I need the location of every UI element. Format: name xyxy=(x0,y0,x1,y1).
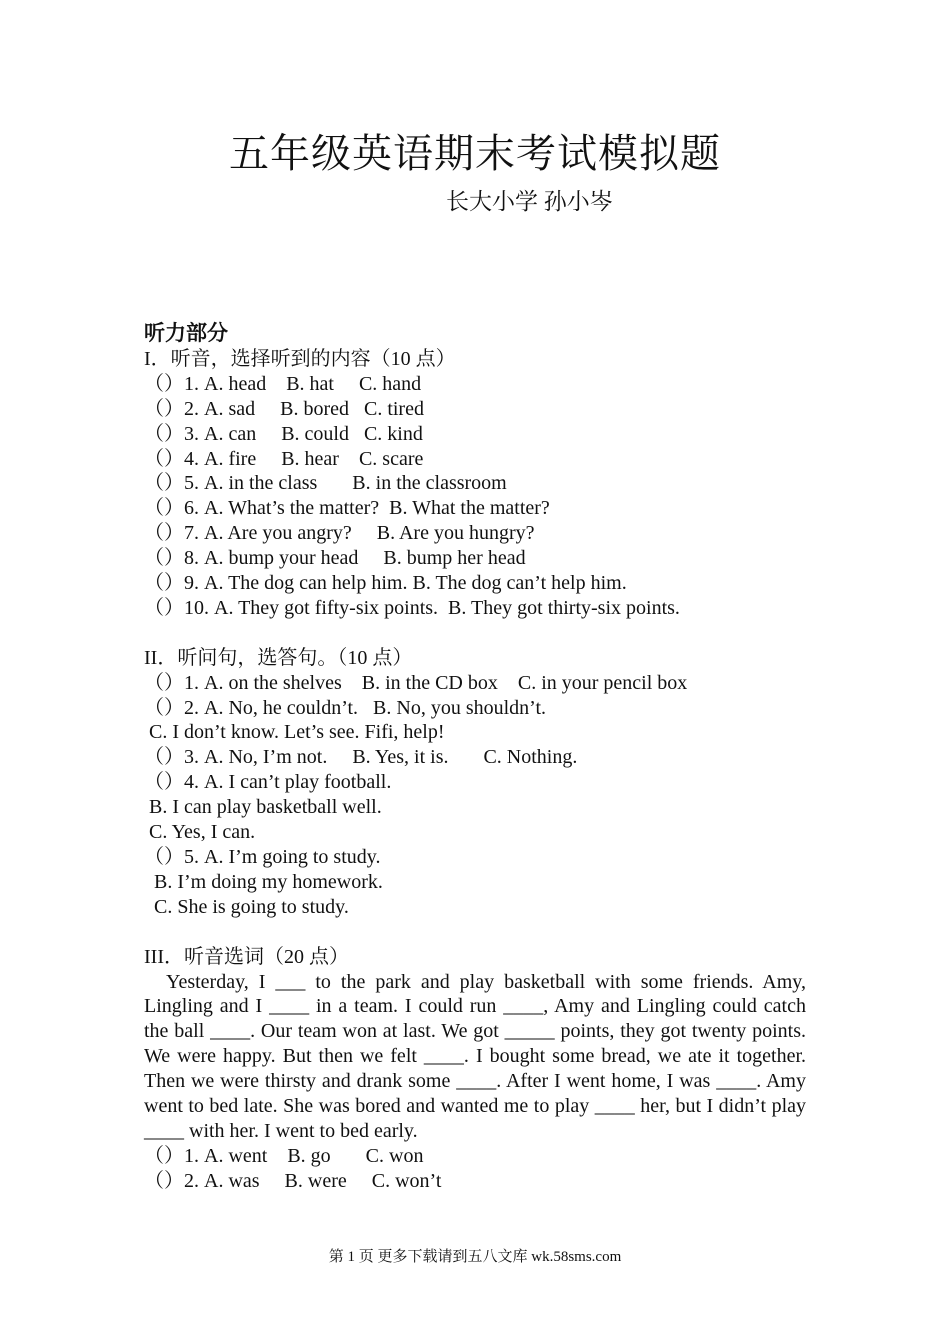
section-3-heading: III．听音选词（20 点） xyxy=(144,945,349,968)
part-title: 听力部分 xyxy=(144,321,228,345)
question-line: （）1. A. head B. hat C. hand xyxy=(144,372,422,395)
question-line: （）1. A. went B. go C. won xyxy=(144,1144,424,1167)
question-line: （）8. A. bump your head B. bump her head xyxy=(144,547,526,570)
question-line: （）10. A. They got fifty-six points. B. They got thirty-six points. xyxy=(144,596,680,619)
section-1 xyxy=(144,347,806,621)
section-3 xyxy=(144,945,806,1194)
question-line: （）3. A. No, I’m not. B. Yes, it is. C. Nothing. xyxy=(144,746,578,769)
question-line: （）6. A. What’s the matter? B. What the matter? xyxy=(144,497,550,520)
author-line: 长大小学 孙小岑 xyxy=(446,189,613,214)
question-line: （）2. A. sad B. bored C. tired xyxy=(144,397,424,420)
section-2-heading: II．听问句，选答句。（10 点） xyxy=(144,646,413,669)
question-line: C. I don’t know. Let’s see. Fifi, help! xyxy=(144,721,445,744)
section-2 xyxy=(144,646,806,920)
question-line: B. I’m doing my homework. xyxy=(144,870,383,893)
question-line: C. Yes, I can. xyxy=(144,821,256,844)
spacer xyxy=(144,621,806,646)
question-line: （）2. A. No, he couldn’t. B. No, you shouldn’t. xyxy=(144,696,547,719)
exam-content xyxy=(144,321,806,1194)
question-line: （）5. A. I’m going to study. xyxy=(144,846,381,869)
section-1-heading: I．听音，选择听到的内容（10 点） xyxy=(144,347,456,370)
question-line: （）5. A. in the class B. in the classroom xyxy=(144,472,507,495)
question-line: （）3. A. can B. could C. kind xyxy=(144,422,423,445)
question-line: （）1. A. on the shelves B. in the CD box C. in your pencil box xyxy=(144,671,688,694)
question-line: （）4. A. I can’t play football. xyxy=(144,771,392,794)
question-line: （）2. A. was B. were C. won’t xyxy=(144,1169,442,1192)
spacer xyxy=(144,920,806,945)
page-footer: 第 1 页 更多下载请到五八文库 wk.58sms.com xyxy=(328,1249,622,1265)
question-line: （）7. A. Are you angry? B. Are you hungry? xyxy=(144,522,535,545)
question-line: （）9. A. The dog can help him. B. The dog can’t help him. xyxy=(144,572,627,595)
passage-text: Yesterday, I ___ to the park and play basketball with some friends. Amy, Lingling and I ____ in a team. I could run ____, Amy and Lingling could catch the ball ____. Our team won at last. We got _____ points, they got twenty points. We were happy. But then we felt ____. I bought some bread, we ate it together. Then we were thirsty and drank some ____. After I went home, I was ____. Amy went to bed late. She was bored and wanted me to play ____ her, but I didn’t play ____ with her. I went to bed early. xyxy=(144,970,806,1142)
question-line: B. I can play basketball well. xyxy=(144,796,382,819)
document-title: 五年级英语期末考试模拟题 xyxy=(229,131,721,176)
question-line: （）4. A. fire B. hear C. scare xyxy=(144,447,424,470)
question-line: C. She is going to study. xyxy=(144,895,349,918)
